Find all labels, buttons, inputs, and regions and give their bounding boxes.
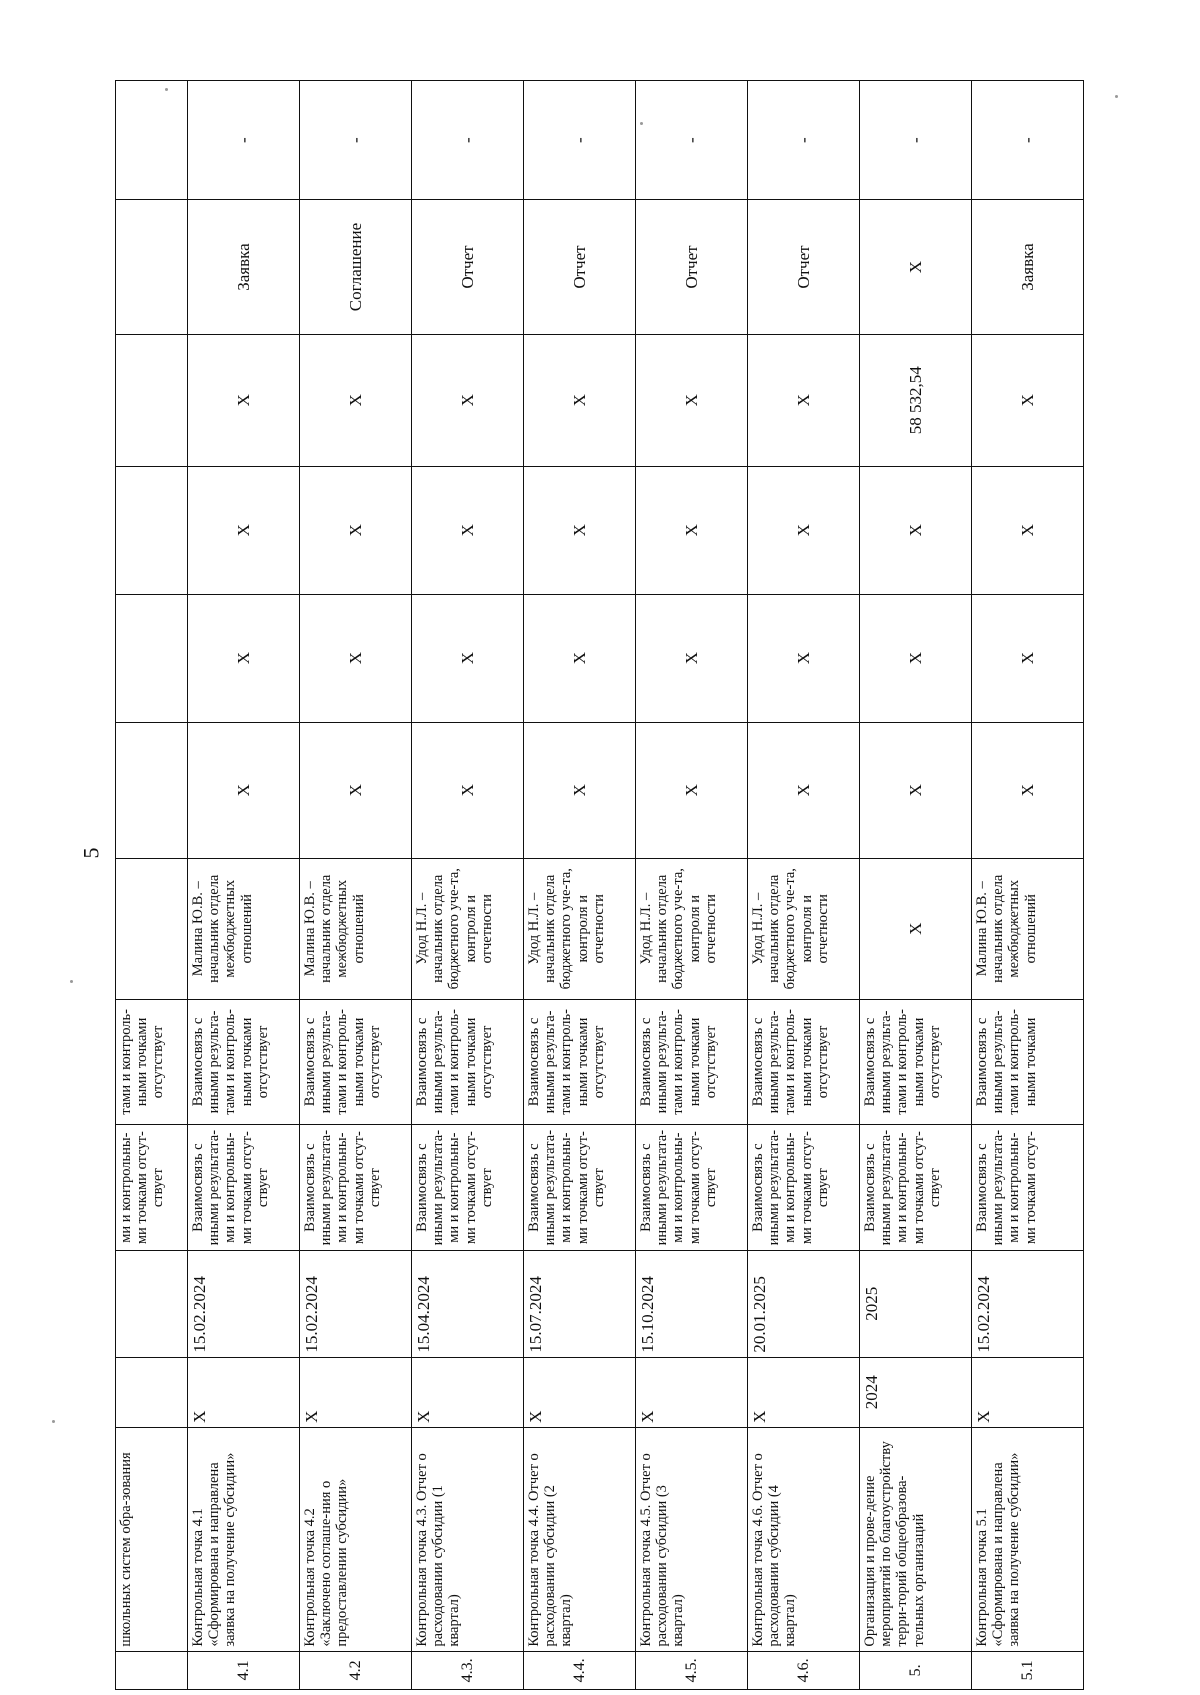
table-cell-document: Отчет: [524, 200, 636, 334]
table-cell: [116, 334, 188, 466]
table-cell-number: 4.3.: [412, 1651, 524, 1689]
scan-speck: [1115, 95, 1118, 98]
table-cell-dash: -: [748, 81, 860, 200]
scan-speck: [70, 980, 73, 983]
table-cell-x: Х: [636, 466, 748, 594]
table-row-continuation: [116, 81, 188, 1690]
table-cell-x: Х: [636, 594, 748, 722]
table-cell: [116, 1357, 188, 1427]
table-cell: [116, 722, 188, 858]
table-cell-document: Отчет: [748, 200, 860, 334]
table-cell: [116, 200, 188, 334]
table-cell-start: Х: [300, 1357, 412, 1427]
table-cell-relation-b: Взаимосвязь с иными результа-тами и контроль-ными точками: [972, 999, 1084, 1125]
scan-speck: [52, 1420, 55, 1423]
table-cell-x: Х: [300, 594, 412, 722]
table-cell-name: Контрольная точка 4.4. Отчет о расходовании субсидии (2 квартал): [524, 1427, 636, 1651]
page-number: 5: [78, 847, 104, 859]
table-cell-x: Х: [748, 722, 860, 858]
table-cell-relation-b: Взаимосвязь с иными результа-тами и контроль-ными точками отсутствует: [188, 999, 300, 1125]
table-cell-x: Х: [188, 722, 300, 858]
table-cell-x: Х: [188, 594, 300, 722]
table-cell-x: Х: [636, 722, 748, 858]
table-cell-x: Х: [524, 722, 636, 858]
table-cell-dash: -: [524, 81, 636, 200]
table-cell: [116, 466, 188, 594]
table-cell-amount: Х: [524, 334, 636, 466]
table-cell-end: 15.07.2024: [524, 1251, 636, 1358]
table-cell-end: 2025: [860, 1251, 972, 1358]
table-cell-name: Контрольная точка 5.1 «Сформирована и направлена заявка на получение субсидии»: [972, 1427, 1084, 1651]
table-cell-relation-b: Взаимосвязь с иными результа-тами и контроль-ными точками отсутствует: [748, 999, 860, 1125]
table-row: [188, 81, 300, 1690]
table-cell-document: Соглашение: [300, 200, 412, 334]
table-cell-start: Х: [636, 1357, 748, 1427]
table-cell-end: 15.02.2024: [300, 1251, 412, 1358]
table-cell-x: Х: [972, 466, 1084, 594]
table-cell-amount: Х: [748, 334, 860, 466]
table-cell-name: Организация и прове-дение мероприятий по благоустройству терри-торий общеобразова-тельных организаций: [860, 1427, 972, 1651]
table-cell-amount: Х: [188, 334, 300, 466]
table-cell-name: Контрольная точка 4.3. Отчет о расходовании субсидии (1 квартал): [412, 1427, 524, 1651]
table-cell-number: 4.2: [300, 1651, 412, 1689]
table-cell-x: Х: [300, 722, 412, 858]
table-cell-responsible: Удод Н.Л. – начальник отдела бюджетного уче-та, контроля и отчетности: [524, 858, 636, 999]
table-cell-start: Х: [412, 1357, 524, 1427]
table-cell-relation-b: Взаимосвязь с иными результа-тами и контроль-ными точками отсутствует: [524, 999, 636, 1125]
table-cell-start: 2024: [860, 1357, 972, 1427]
table-cell-dash: -: [188, 81, 300, 200]
table-cell-end: 15.02.2024: [972, 1251, 1084, 1358]
table-row: [524, 81, 636, 1690]
table-cell: [116, 1251, 188, 1358]
table-cell-responsible: Х: [860, 858, 972, 999]
table-cell-name: Контрольная точка 4.1 «Сформирована и направлена заявка на получение субсидии»: [188, 1427, 300, 1651]
table-cell: [116, 81, 188, 200]
table-cell-number: 5.1: [972, 1651, 1084, 1689]
table-cell-start: Х: [524, 1357, 636, 1427]
table-cell-document: Отчет: [412, 200, 524, 334]
table-cell-relation-a: Взаимосвязь с иными результата-ми и контрольны-ми точками отсут-ствует: [300, 1125, 412, 1251]
table-cell-start: Х: [748, 1357, 860, 1427]
table-cell-relation-b: Взаимосвязь с иными результа-тами и контроль-ными точками отсутствует: [636, 999, 748, 1125]
table-cell-dash: -: [636, 81, 748, 200]
table-row: [300, 81, 412, 1690]
table-cell-dash: -: [412, 81, 524, 200]
table-cell-relation-b: Взаимосвязь с иными результа-тами и контроль-ными точками отсутствует: [860, 999, 972, 1125]
table-cell-document: Х: [860, 200, 972, 334]
table-cell-document: Заявка: [972, 200, 1084, 334]
table-cell-amount: 58 532,54: [860, 334, 972, 466]
table-cell: [116, 858, 188, 999]
table-cell-name: Контрольная точка 4.2 «Заключено соглаше-ния о предоставлении субсидии»: [300, 1427, 412, 1651]
table-cell-relation-a: ми и контрольны-ми точками отсут-ствует: [116, 1125, 188, 1251]
table-cell-end: 20.01.2025: [748, 1251, 860, 1358]
table-cell-dash: -: [972, 81, 1084, 200]
table-cell-end: 15.04.2024: [412, 1251, 524, 1358]
table-cell-start: Х: [188, 1357, 300, 1427]
table-cell-responsible: Удод Н.Л. – начальник отдела бюджетного уче-та, контроля и отчетности: [636, 858, 748, 999]
table-cell-x: Х: [860, 594, 972, 722]
table-cell-responsible: Малина Ю.В. – начальник отдела межбюджетных отношений: [972, 858, 1084, 999]
table-cell-relation-a: Взаимосвязь с иными результата-ми и контрольны-ми точками отсут-ствует: [524, 1125, 636, 1251]
control-points-table: [115, 80, 1084, 1690]
table-row: [412, 81, 524, 1690]
table-cell-relation-b: Взаимосвязь с иными результа-тами и контроль-ными точками отсутствует: [300, 999, 412, 1125]
table-cell-relation-b: тами и контроль-ными точками отсутствует: [116, 999, 188, 1125]
table-cell-relation-a: Взаимосвязь с иными результата-ми и контрольны-ми точками отсут-ствует: [860, 1125, 972, 1251]
table-cell-name: школьных систем обра-зования: [116, 1427, 188, 1651]
table-cell-end: 15.10.2024: [636, 1251, 748, 1358]
table-cell-document: Заявка: [188, 200, 300, 334]
table-cell-relation-a: Взаимосвязь с иными результата-ми и контрольны-ми точками отсут-ствует: [188, 1125, 300, 1251]
table-cell-x: Х: [860, 722, 972, 858]
table-cell-relation-a: Взаимосвязь с иными результата-ми и контрольны-ми точками отсут-ствует: [748, 1125, 860, 1251]
table-cell-number: 4.4.: [524, 1651, 636, 1689]
table-cell-relation-a: Взаимосвязь с иными результата-ми и контрольны-ми точками отсут-ствует: [636, 1125, 748, 1251]
table-cell-end: 15.02.2024: [188, 1251, 300, 1358]
table-cell-dash: -: [300, 81, 412, 200]
table-cell-x: Х: [412, 594, 524, 722]
table-cell-document: Отчет: [636, 200, 748, 334]
table-cell-x: Х: [412, 466, 524, 594]
table-cell-x: Х: [748, 466, 860, 594]
table-cell-responsible: Малина Ю.В. – начальник отдела межбюджетных отношений: [300, 858, 412, 999]
rotated-table-container: [115, 80, 1075, 1690]
table-row: [636, 81, 748, 1690]
table-cell-relation-a: Взаимосвязь с иными результата-ми и контрольны-ми точками отсут-ствует: [412, 1125, 524, 1251]
table-cell-name: Контрольная точка 4.6. Отчет о расходовании субсидии (4 квартал): [748, 1427, 860, 1651]
table-cell-amount: Х: [972, 334, 1084, 466]
table-cell-x: Х: [524, 594, 636, 722]
table-cell-x: Х: [860, 466, 972, 594]
table-cell-amount: Х: [412, 334, 524, 466]
table-cell-x: Х: [188, 466, 300, 594]
table-cell-number: 4.6.: [748, 1651, 860, 1689]
table-cell-x: Х: [300, 466, 412, 594]
table-cell-number: 4.1: [188, 1651, 300, 1689]
table-row: [860, 81, 972, 1690]
table-cell-number: 5.: [860, 1651, 972, 1689]
table-cell-start: Х: [972, 1357, 1084, 1427]
table-cell: [116, 594, 188, 722]
table-cell-amount: Х: [636, 334, 748, 466]
table-cell-x: Х: [748, 594, 860, 722]
table-cell-x: Х: [972, 594, 1084, 722]
table-row: [972, 81, 1084, 1690]
table-cell-x: Х: [524, 466, 636, 594]
table-cell-name: Контрольная точка 4.5. Отчет о расходовании субсидии (3 квартал): [636, 1427, 748, 1651]
table-cell-relation-a: Взаимосвязь с иными результата-ми и контрольны-ми точками отсут-: [972, 1125, 1084, 1251]
table-cell-x: Х: [412, 722, 524, 858]
table-cell-responsible: Удод Н.Л. – начальник отдела бюджетного уче-та, контроля и отчетности: [412, 858, 524, 999]
table-cell-x: Х: [972, 722, 1084, 858]
table-cell-relation-b: Взаимосвязь с иными результа-тами и контроль-ными точками отсутствует: [412, 999, 524, 1125]
table-cell-responsible: Удод Н.Л. – начальник отдела бюджетного уче-та, контроля и отчетности: [748, 858, 860, 999]
table-cell-amount: Х: [300, 334, 412, 466]
table-cell: [116, 1651, 188, 1689]
table-cell-number: 4.5.: [636, 1651, 748, 1689]
table-cell-responsible: Малина Ю.В. – начальник отдела межбюджетных отношений: [188, 858, 300, 999]
table-cell-dash: -: [860, 81, 972, 200]
table-row: [748, 81, 860, 1690]
